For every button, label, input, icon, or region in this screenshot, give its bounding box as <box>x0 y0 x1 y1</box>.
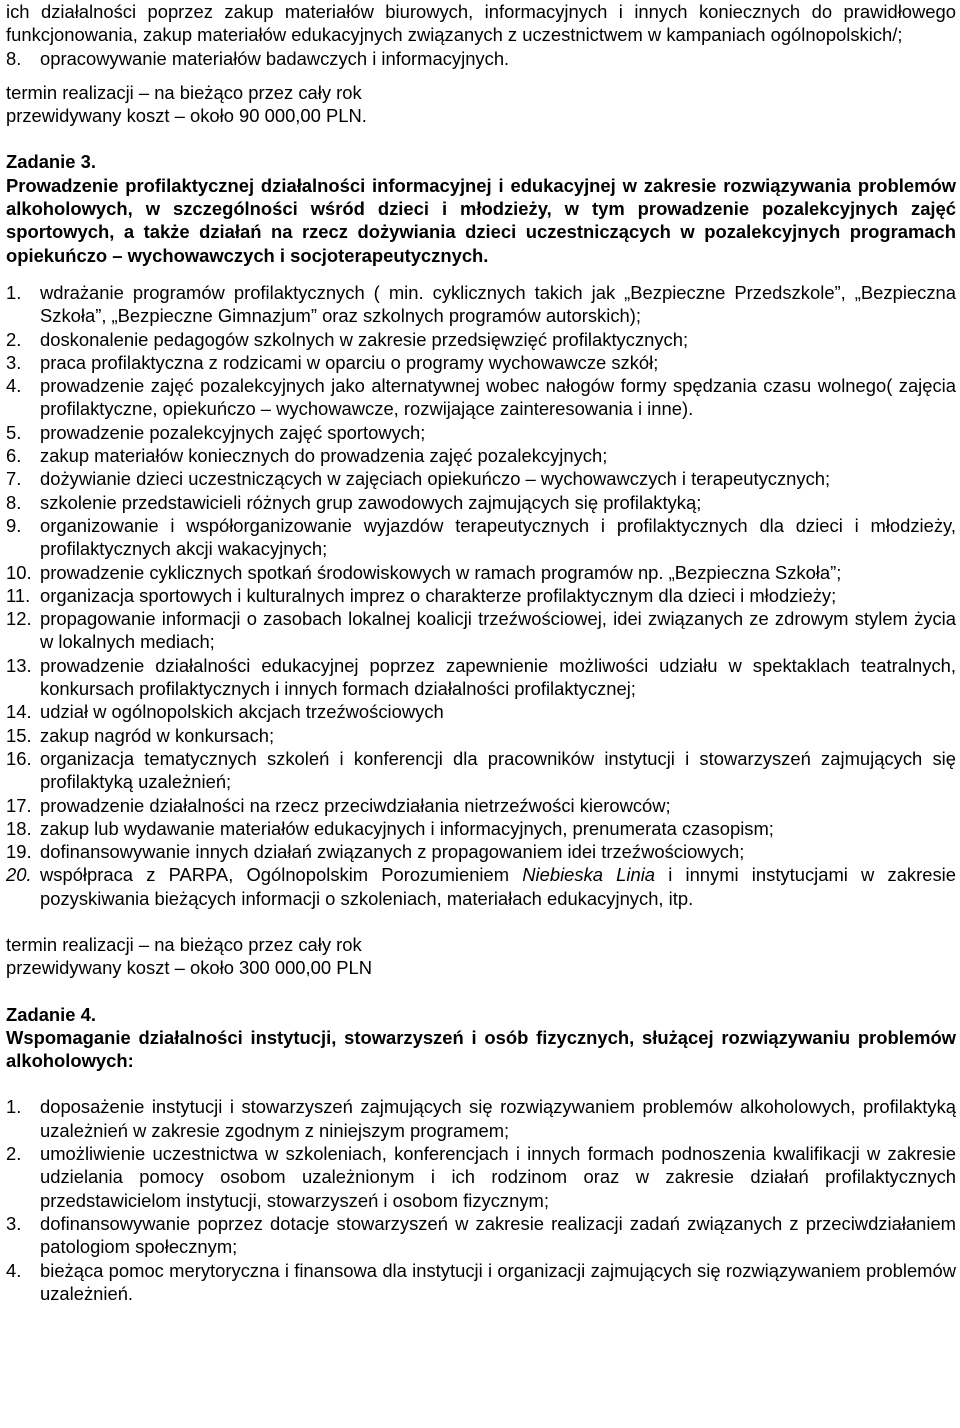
list-item-text: bieżąca pomoc merytoryczna i finansowa dla instytucji i organizacji zajmujących się rozwiązywaniem problemów uzależnień. <box>40 1259 956 1304</box>
list-item <box>6 794 956 817</box>
list-item-text: szkolenie przedstawicieli różnych grup zawodowych zajmujących się profilaktyką; <box>40 491 702 513</box>
zadanie3-title: Prowadzenie profilaktycznej działalności informacyjnej i edukacyjnej w zakresie rozwiązywania problemów alkoholowych, w szczególności wśród dzieci i młodzieży, w tym prowadzenie pozalekcyjnych zajęć sportowych, a także działań na rzecz dożywiania dzieci uczestniczących w pozalekcyjnych programach opiekuńczo – wychowawczych i socjoterapeutycznych. <box>6 174 956 266</box>
list-item-text: dofinansowywanie poprzez dotacje stowarzyszeń w zakresie realizacji zadań związanych z przeciwdziałaniem patologiom społecznym; <box>40 1212 956 1258</box>
list-number: 8. <box>6 491 22 513</box>
list-number: 3. <box>6 351 22 373</box>
zadanie4-list <box>6 1095 956 1305</box>
list-item-text: propagowanie informacji o zasobach lokalnej koalicji trzeźwościowej, idei związanych ze zdrowym stylem życia w lokalnych mediach; <box>40 608 956 653</box>
list-item-text: dożywianie dzieci uczestniczących w zajęciach opiekuńczo – wychowawczych i terapeutycznych; <box>40 468 831 490</box>
list-number: 1. <box>6 281 22 303</box>
list-item <box>6 1142 956 1212</box>
list-number: 9. <box>6 514 22 536</box>
list-item-text: wdrażanie programów profilaktycznych ( min. cyklicznych takich jak „Bezpieczne Przedszkole”, „Bezpieczna Szkoła”, „Bezpieczne Gimnazjum” oraz szkolnych programów autorskich); <box>40 281 956 327</box>
list-item <box>6 1259 956 1306</box>
list-item <box>6 1095 956 1142</box>
list-item <box>6 584 956 607</box>
zadanie3-list <box>6 281 956 863</box>
list-item <box>6 700 956 723</box>
list-item <box>6 607 956 654</box>
list-number: 10. <box>6 561 32 583</box>
list-item <box>6 654 956 701</box>
list-item-text: praca profilaktyczna z rodzicami w oparciu o programy wychowawcze szkół; <box>40 351 659 373</box>
list-item <box>6 281 956 328</box>
cost-line: przewidywany koszt – około 300 000,00 PLN <box>6 957 372 979</box>
list-number: 18. <box>6 817 32 839</box>
list-item <box>6 421 956 444</box>
list-number: 4. <box>6 1259 22 1281</box>
list-item-text: prowadzenie działalności na rzecz przeciwdziałania nietrzeźwości kierowców; <box>40 794 671 816</box>
list-item <box>6 514 956 561</box>
list-item-text: umożliwienie uczestnictwa w szkoleniach, konferencjach i innych formach podnoszenia kwalifikacji w zakresie udzielania pomocy osobom uzależnionym i ich rodzinom oraz w zakresie działań profilaktycznych przedstawicielom instytucji, stowarzyszeń i osobom fizycznym; <box>40 1143 956 1211</box>
list-item-text: prowadzenie pozalekcyjnych zajęć sportowych; <box>40 421 426 443</box>
zadanie4-heading: Zadanie 4. <box>6 1003 96 1025</box>
list-item <box>6 561 956 584</box>
list-number: 16. <box>6 747 32 769</box>
list-item-text: doposażenie instytucji i stowarzyszeń zajmujących się rozwiązywaniem problemów alkoholowych, profilaktyką uzależnień w zakresie zgodnym z niniejszym programem; <box>40 1096 956 1141</box>
list-number: 15. <box>6 724 32 746</box>
list-item <box>6 817 956 840</box>
list-item <box>6 374 956 421</box>
list-item-text: zakup materiałów koniecznych do prowadzenia zajęć pozalekcyjnych; <box>40 445 608 467</box>
list-item <box>6 747 956 794</box>
list-item-text: dofinansowywanie innych działań związanych z propagowaniem idei trzeźwościowych; <box>40 841 745 863</box>
list-item-text: prowadzenie cyklicznych spotkań środowiskowych w ramach programów np. „Bezpieczna Szkoła”; <box>40 561 842 583</box>
list-number: 7. <box>6 468 22 490</box>
list-item <box>6 467 956 490</box>
list-item-text: zakup nagród w konkursach; <box>40 724 275 746</box>
list-number: 17. <box>6 794 32 816</box>
list-item-text: prowadzenie działalności edukacyjnej poprzez zapewnienie możliwości udziału w spektaklach teatralnych, konkursach profilaktycznych i innych formach działalności profilaktycznej; <box>40 654 956 700</box>
list-item-text: współpraca z PARPA, Ogólnopolskim Porozumieniem Niebieska Linia i innymi instytucjami w zakresie pozyskiwania bieżących informacji o szkoleniach, materiałach edukacyjnych, itp. <box>40 864 956 909</box>
list-item-text: prowadzenie zajęć pozalekcyjnych jako alternatywnej wobec nałogów formy spędzania czasu wolnego( zajęcia profilaktyczne, opiekuńczo – wychowawcze, rozwijające zainteresowania i inne). <box>40 375 956 420</box>
list-item <box>6 724 956 747</box>
zadanie3-heading: Zadanie 3. <box>6 151 96 173</box>
list-item-text: organizacja tematycznych szkoleń i konferencji dla pracowników instytucji i stowarzyszeń zajmujących się profilaktyką uzależnień; <box>40 747 956 793</box>
list-number: 6. <box>6 445 22 467</box>
term-line: termin realizacji – na bieżąco przez cały rok <box>6 933 362 955</box>
term-line: termin realizacji – na bieżąco przez cały rok <box>6 81 362 103</box>
list-number: 1. <box>6 1096 22 1118</box>
list-number: 12. <box>6 608 32 630</box>
intro-continuation: ich działalności poprzez zakup materiałów biurowych, informacyjnych i innych koniecznych do prawidłowego funkcjonowania, zakup materiałów edukacyjnych związanych z uczestnictwem w kampaniach ogólnopolskich/; <box>6 1 956 46</box>
list-number: 5. <box>6 421 22 443</box>
list-item <box>6 840 956 863</box>
document-page <box>6 0 956 1305</box>
intro-list-item-8 <box>6 47 956 70</box>
list-item <box>6 444 956 467</box>
list-number: 14. <box>6 701 32 723</box>
zadanie4-title: Wspomaganie działalności instytucji, stowarzyszeń i osób fizycznych, służącej rozwiązywaniu problemów alkoholowych: <box>6 1026 956 1072</box>
list-number: 13. <box>6 654 32 676</box>
list-number: 2. <box>6 1143 22 1165</box>
organization-name: Niebieska Linia <box>522 864 656 886</box>
list-item-text: organizacja sportowych i kulturalnych imprez o charakterze profilaktycznym dla dzieci i młodzieży; <box>40 584 837 606</box>
list-item-text: doskonalenie pedagogów szkolnych w zakresie przedsięwzięć profilaktycznych; <box>40 328 689 350</box>
list-number: 4. <box>6 375 22 397</box>
list-item-text: udział w ogólnopolskich akcjach trzeźwościowych <box>40 701 444 723</box>
zadanie3-list-item-20 <box>6 863 956 910</box>
list-item <box>6 328 956 351</box>
list-number: 2. <box>6 328 22 350</box>
list-number: 3. <box>6 1212 22 1234</box>
list-number: 19. <box>6 841 32 863</box>
list-item <box>6 1212 956 1259</box>
list-item <box>6 351 956 374</box>
list-item-text: organizowanie i współorganizowanie wyjazdów terapeutycznych i profilaktycznych dla dzieci i młodzieży, profilaktycznych akcji wakacyjnych; <box>40 514 956 560</box>
list-number: 20. <box>6 864 32 886</box>
list-number: 11. <box>6 584 31 606</box>
list-item <box>6 491 956 514</box>
list-number: 8. <box>6 47 22 69</box>
list-item-text: zakup lub wydawanie materiałów edukacyjnych i informacyjnych, prenumerata czasopism; <box>40 817 774 839</box>
cost-line: przewidywany koszt – około 90 000,00 PLN. <box>6 105 367 127</box>
list-item-text: opracowywanie materiałów badawczych i informacyjnych. <box>40 47 510 69</box>
